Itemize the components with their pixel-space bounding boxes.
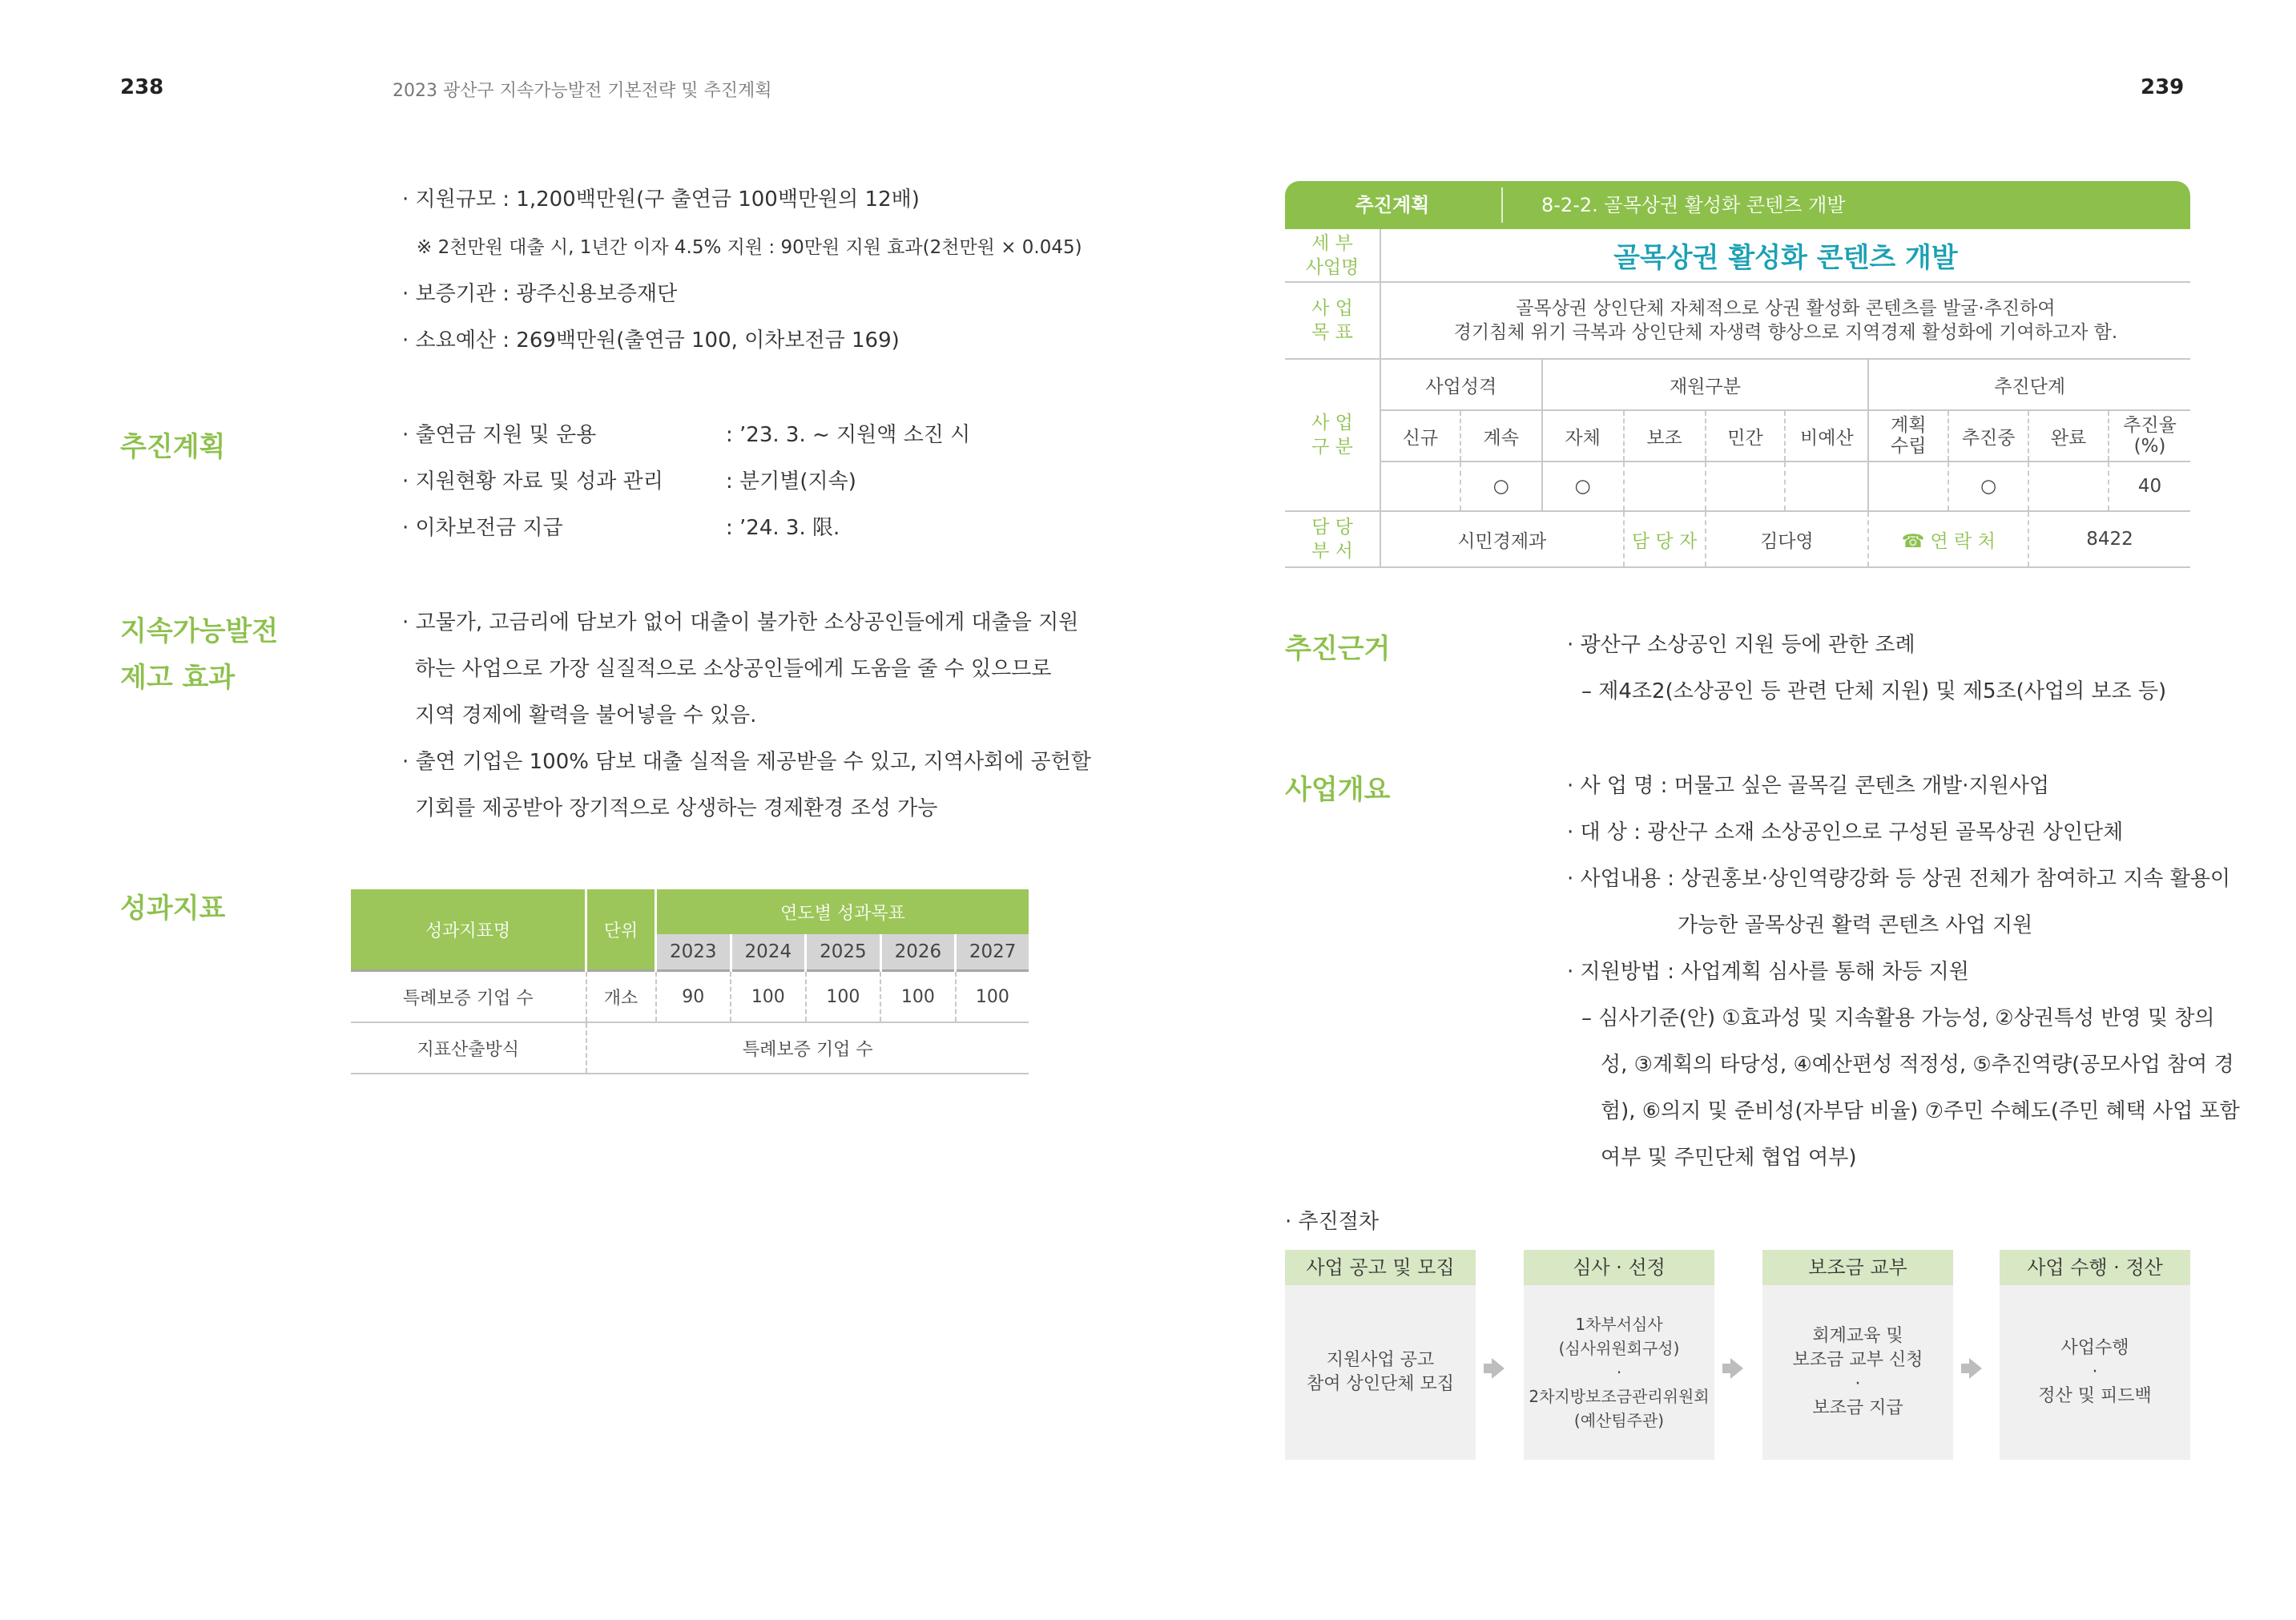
effect-line: · 고물가, 고금리에 담보가 없어 대출이 불가한 소상공인들에게 대출을 지원 (402, 611, 1079, 635)
performance-indicator-table (351, 889, 1029, 1074)
plan-item-value: : 분기별(지속) (726, 469, 856, 494)
indicator-heading: 성과지표 (120, 893, 226, 925)
procedure-step-body: 지원사업 공고 참여 상인단체 모집 (1306, 1350, 1454, 1394)
effect-line: 지역 경제에 활력을 불어넣을 수 있음. (415, 703, 757, 727)
procedure-step-title: 심사 · 선정 (1524, 1250, 1714, 1285)
page-number-right: 239 (2141, 75, 2185, 99)
arrow-tail (1961, 1364, 1969, 1373)
basis-line: – 제4조2(소상공인 등 관련 단체 지원) 및 제5조(사업의 보조 등) (1581, 679, 2167, 703)
plan-heading: 추진계획 (120, 431, 226, 463)
manager-value: 김다영 (1706, 511, 1869, 567)
col-subsidy: 보조 (1624, 410, 1706, 461)
indicator-value: 100 (880, 971, 956, 1023)
summary-content: 가능한 골목상권 활력 콘텐츠 사업 지원 (1678, 913, 2033, 937)
method-label: 지표산출방식 (351, 1022, 586, 1074)
manager-label: 담 당 자 (1624, 511, 1706, 567)
table-row (351, 971, 1029, 1023)
detail-project-title: 골목상권 활성화 콘텐츠 개발 (1380, 229, 2190, 282)
procedure-step (1524, 1250, 1714, 1460)
mark-cell (1868, 461, 1948, 511)
basis-line: · 광산구 소상공인 지원 등에 관한 조례 (1567, 633, 1915, 657)
project-overview-table (1285, 229, 2190, 568)
page-number-left: 238 (120, 75, 164, 99)
table-row (1285, 229, 2190, 282)
overview-header-label: 추진계획 (1355, 194, 1430, 216)
support-note: ※ 2천만원 대출 시, 1년간 이자 4.5% 지원 : 90만원 지원 효과(2천만원 × 0.045) (417, 237, 1082, 258)
col-indicator-name: 성과지표명 (351, 889, 586, 971)
method-value: 특례보증 기업 수 (586, 1022, 1029, 1074)
progress-rate: 40 (2109, 461, 2190, 511)
summary-method: · 지원방법 : 사업계획 심사를 통해 차등 지원 (1567, 960, 1969, 984)
procedure-step-body: 회계교육 및 보조금 교부 신청 · 보조금 지급 (1792, 1326, 1923, 1418)
procedure-step (1762, 1250, 1953, 1460)
col-nonbudget: 비예산 (1785, 410, 1868, 461)
procedure-step-title: 보조금 교부 (1762, 1250, 1953, 1285)
effect-line: 기회를 제공받아 장기적으로 상생하는 경제환경 조성 가능 (415, 796, 938, 820)
col-plan: 계획 수립 (1868, 410, 1948, 461)
contact-label: ☎ 연 락 처 (1868, 511, 2028, 567)
mark-cell: ○ (1948, 461, 2028, 511)
col-continue: 계속 (1460, 410, 1542, 461)
plan-item-label: · 지원현황 자료 및 성과 관리 (402, 469, 663, 494)
mark-cell (1624, 461, 1706, 511)
effect-heading-line1: 지속가능발전 (120, 615, 279, 647)
summary-target: · 대 상 : 광산구 소재 소상공인으로 구성된 골목상권 상인단체 (1567, 820, 2124, 844)
arrow-right-icon (1730, 1358, 1743, 1379)
arrow-tail (1484, 1364, 1492, 1373)
contact-value: 8422 (2028, 511, 2190, 567)
effect-line: 하는 사업으로 가장 실질적으로 소상공인들에게 도움을 줄 수 있으므로 (415, 657, 1052, 681)
table-row (351, 1022, 1029, 1074)
mark-cell (1785, 461, 1868, 511)
procedure-label: · 추진절차 (1285, 1210, 1379, 1234)
plan-item-label: · 출연금 지원 및 운용 (402, 423, 597, 447)
dept-label: 담 당 부 서 (1285, 511, 1380, 567)
group-stage: 추진단계 (1868, 359, 2190, 410)
detail-label: 세 부 사업명 (1285, 229, 1380, 282)
procedure-step (2000, 1250, 2190, 1460)
table-row (1285, 511, 2190, 567)
summary-content: · 사업내용 : 상권홍보·상인역량강화 등 상권 전체가 참여하고 지속 활용이 (1567, 867, 2231, 891)
col-private: 민간 (1706, 410, 1786, 461)
running-title: 2023 광산구 지속가능발전 기본전략 및 추진계획 (393, 81, 772, 101)
goal-text: 골목상권 상인단체 자체적으로 상권 활성화 콘텐츠를 발굴·추진하여 경기침체 위기 극복과 상인단체 자생력 향상으로 지역경제 활성화에 기여하고자 함. (1380, 282, 2190, 359)
summary-criteria: 성, ③계획의 타당성, ④예산편성 적정성, ⑤추진역량(공모사업 참여 경 (1601, 1053, 2234, 1077)
summary-heading: 사업개요 (1285, 774, 1391, 806)
procedure-step-body: 사업수행 · 정산 및 피드백 (2038, 1338, 2152, 1406)
effect-heading-line2: 제고 효과 (120, 662, 236, 694)
arrow-right-icon (1969, 1358, 1982, 1379)
table-row (1285, 461, 2190, 511)
col-year: 2025 (806, 934, 881, 971)
mark-cell: ○ (1542, 461, 1624, 511)
dept-value: 시민경제과 (1380, 511, 1624, 567)
table-row (1285, 282, 2190, 359)
table-row (1285, 359, 2190, 410)
class-label: 사 업 구 분 (1285, 359, 1380, 511)
plan-item-value: : ’23. 3. ~ 지원액 소진 시 (726, 423, 971, 447)
indicator-value: 90 (656, 971, 731, 1023)
table-row (1285, 410, 2190, 461)
procedure-step-title: 사업 수행 · 정산 (2000, 1250, 2190, 1285)
plan-item-label: · 이차보전금 지급 (402, 516, 563, 540)
goal-label: 사 업 목 표 (1285, 282, 1380, 359)
col-self: 자체 (1542, 410, 1624, 461)
col-yearly-target: 연도별 성과목표 (656, 889, 1029, 934)
procedure-step (1285, 1250, 1476, 1460)
col-year: 2023 (656, 934, 731, 971)
col-year: 2026 (880, 934, 956, 971)
summary-name: · 사 업 명 : 머물고 싶은 골목길 콘텐츠 개발·지원사업 (1567, 774, 2049, 798)
divider (1501, 187, 1503, 223)
col-in-progress: 추진중 (1948, 410, 2028, 461)
arrow-right-icon (1492, 1358, 1504, 1379)
col-unit: 단위 (586, 889, 656, 971)
overview-header (1285, 181, 2190, 229)
mark-cell (1380, 461, 1460, 511)
col-new: 신규 (1380, 410, 1460, 461)
procedure-step-title: 사업 공고 및 모집 (1285, 1250, 1476, 1285)
indicator-value: 100 (806, 971, 881, 1023)
support-scale: · 지원규모 : 1,200백만원(구 출연금 100백만원의 12배) (402, 187, 920, 212)
mark-cell: ○ (1460, 461, 1542, 511)
indicator-name: 특례보증 기업 수 (351, 971, 586, 1023)
col-rate: 추진율 (%) (2109, 410, 2190, 461)
col-year: 2024 (731, 934, 806, 971)
support-budget: · 소요예산 : 269백만원(출연금 100, 이차보전금 169) (402, 328, 900, 353)
arrow-tail (1722, 1364, 1730, 1373)
mark-cell (2028, 461, 2109, 511)
mark-cell (1706, 461, 1786, 511)
basis-heading: 추진근거 (1285, 633, 1391, 665)
summary-criteria: – 심사기준(안) ①효과성 및 지속활용 가능성, ②상권특성 반영 및 창의 (1581, 1006, 2215, 1030)
group-fund: 재원구분 (1542, 359, 1869, 410)
indicator-value: 100 (731, 971, 806, 1023)
support-guarantor: · 보증기관 : 광주신용보증재단 (402, 282, 678, 306)
overview-header-title: 8-2-2. 골목상권 활성화 콘텐츠 개발 (1541, 194, 1846, 216)
procedure-step-body: 1차부서심사 (심사위원회구성) · 2차지방보조금관리위원회 (예산팀주관) (1529, 1315, 1710, 1430)
col-year: 2027 (956, 934, 1029, 971)
col-complete: 완료 (2028, 410, 2109, 461)
summary-criteria: 여부 및 주민단체 협업 여부) (1601, 1146, 1857, 1170)
indicator-unit: 개소 (586, 971, 656, 1023)
summary-criteria: 험), ⑥의지 및 준비성(자부담 비율) ⑦주민 수혜도(주민 혜택 사업 포함 (1601, 1099, 2240, 1123)
indicator-value: 100 (956, 971, 1029, 1023)
plan-item-value: : ’24. 3. 限. (726, 516, 840, 540)
group-nature: 사업성격 (1380, 359, 1542, 410)
effect-line: · 출연 기업은 100% 담보 대출 실적을 제공받을 수 있고, 지역사회에 공헌할 (402, 750, 1091, 774)
